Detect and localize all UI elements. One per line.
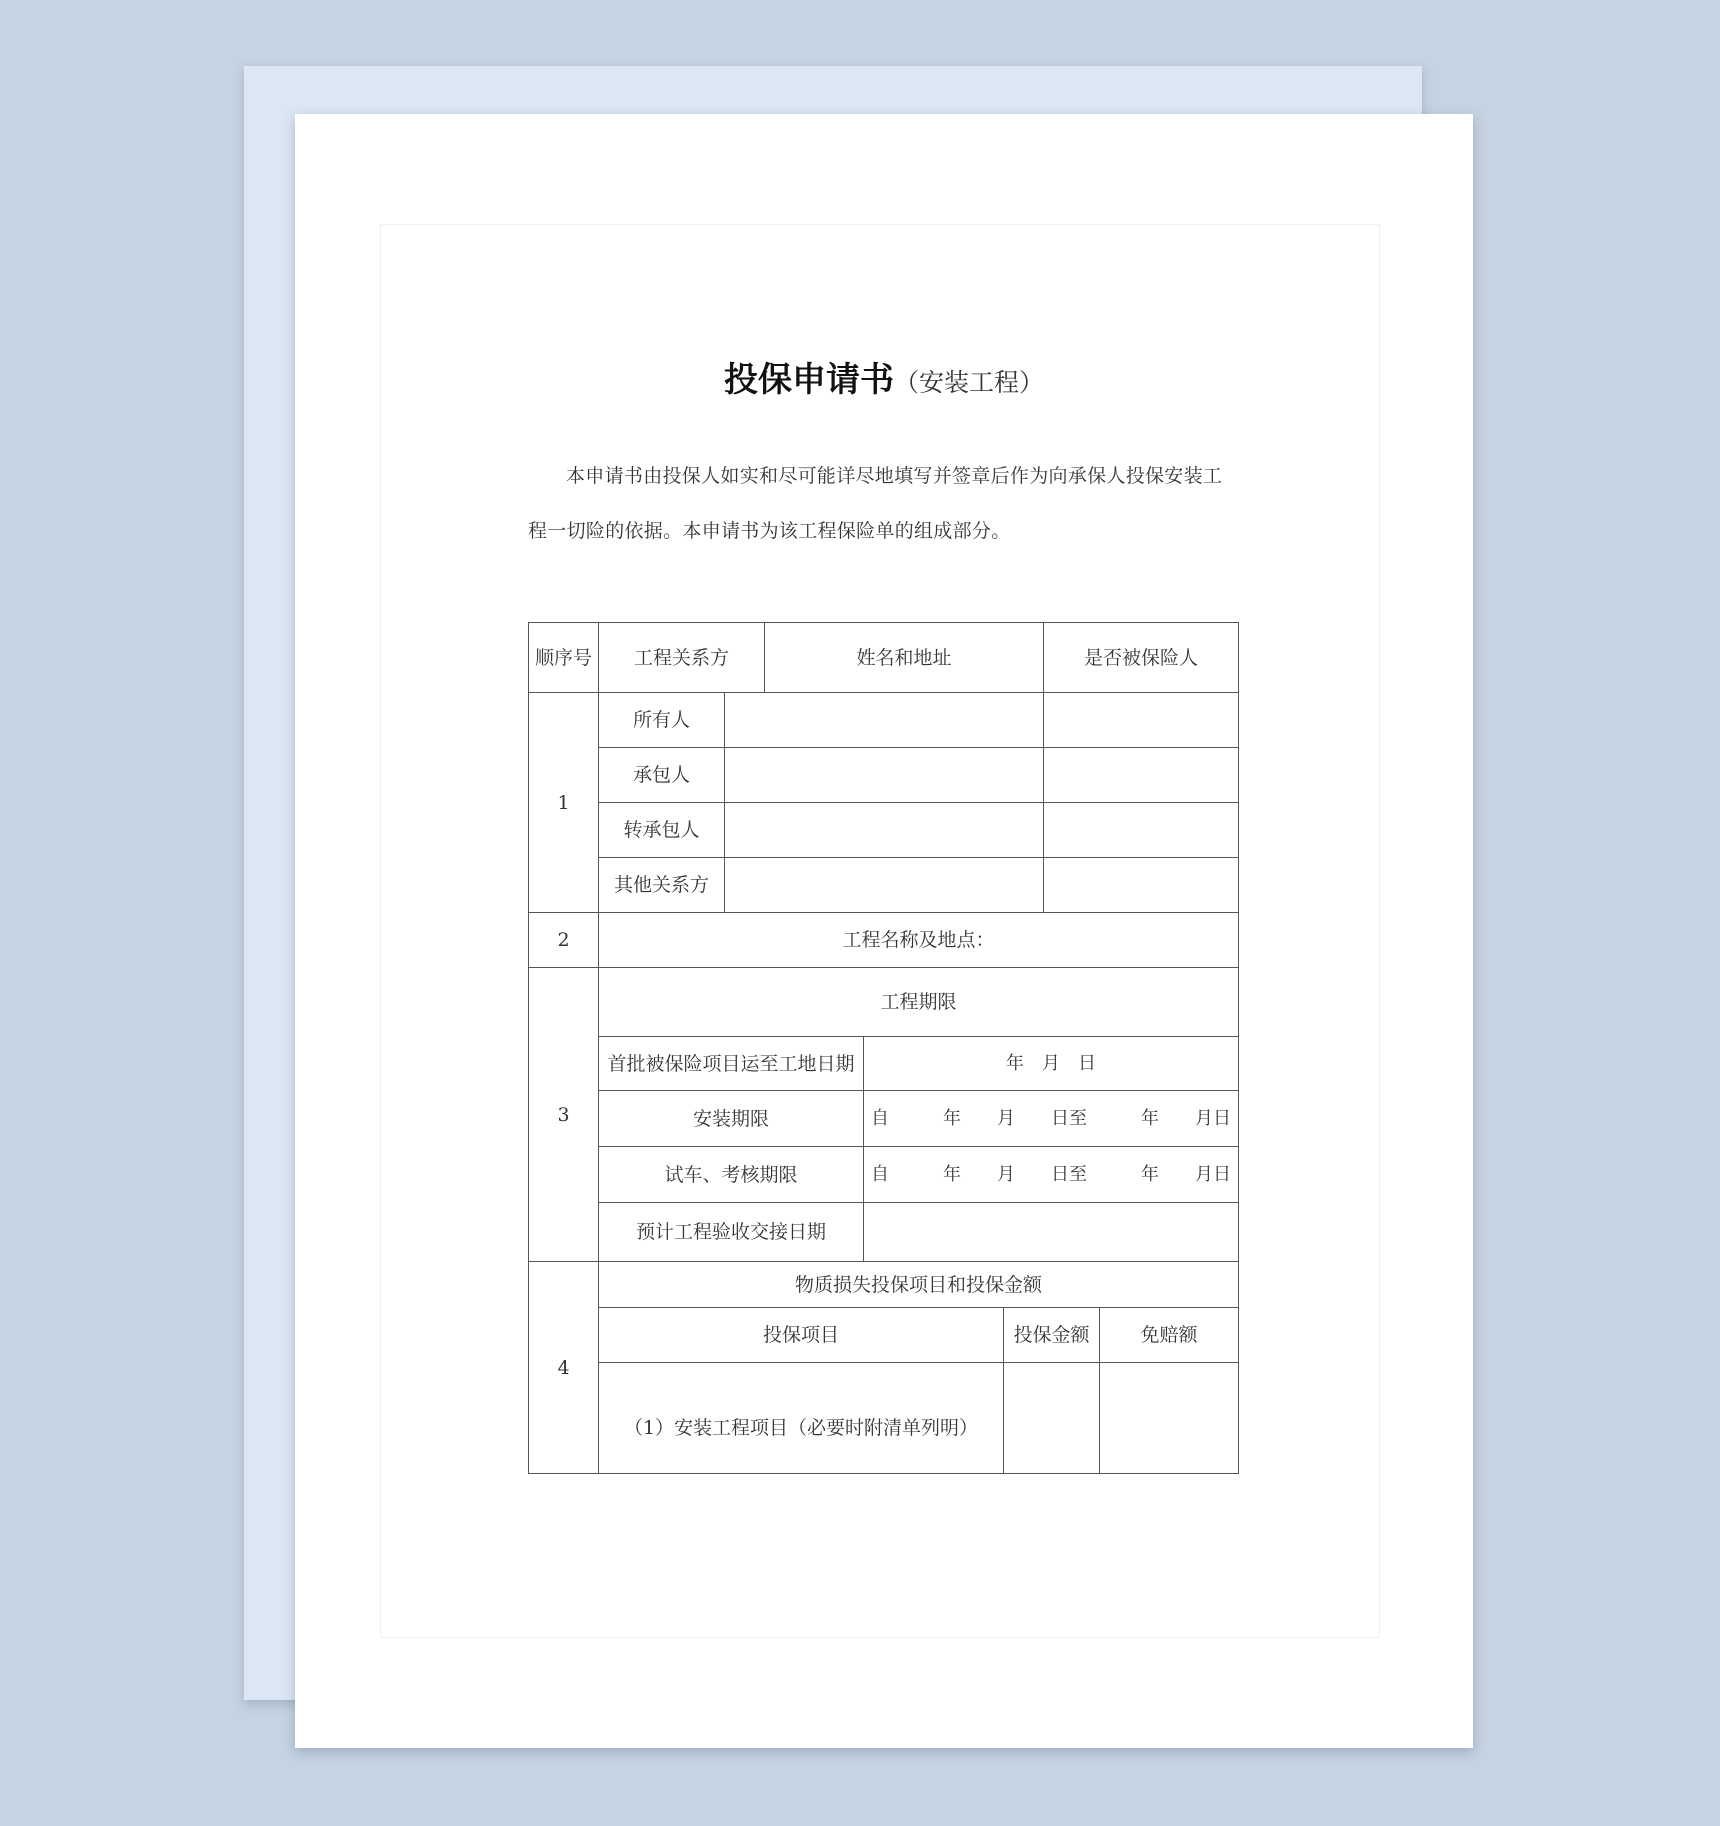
section4-seq: 4 bbox=[529, 1262, 599, 1474]
party-row bbox=[529, 858, 1239, 913]
title-subtitle: （安装工程） bbox=[893, 368, 1044, 397]
coverage-header-row bbox=[529, 1308, 1239, 1363]
period-heading: 工程期限 bbox=[599, 968, 1239, 1037]
party-label: 所有人 bbox=[599, 693, 725, 748]
coverage-deductible-header: 免赔额 bbox=[1100, 1308, 1239, 1363]
party-row bbox=[529, 803, 1239, 858]
period-label: 预计工程验收交接日期 bbox=[599, 1203, 864, 1262]
acceptance-date-field[interactable] bbox=[864, 1203, 1239, 1262]
header-seq: 顺序号 bbox=[529, 623, 599, 693]
coverage-item-header: 投保项目 bbox=[599, 1308, 1004, 1363]
section2-seq: 2 bbox=[529, 913, 599, 968]
party-insured-cell[interactable] bbox=[1044, 858, 1239, 913]
coverage-amount-header: 投保金额 bbox=[1004, 1308, 1100, 1363]
application-form-table bbox=[528, 622, 1239, 1474]
party-name-address-cell[interactable] bbox=[725, 803, 1044, 858]
party-name-address-cell[interactable] bbox=[725, 693, 1044, 748]
coverage-heading-row bbox=[529, 1262, 1239, 1308]
title-main: 投保申请书 bbox=[723, 360, 894, 400]
section3-seq: 3 bbox=[529, 968, 599, 1262]
period-row bbox=[529, 1037, 1239, 1091]
party-name-address-cell[interactable] bbox=[725, 748, 1044, 803]
period-heading-row bbox=[529, 968, 1239, 1037]
installation-period-field[interactable]: 自 年 月 日至 年 月日 bbox=[864, 1091, 1239, 1147]
period-label: 试车、考核期限 bbox=[599, 1147, 864, 1203]
period-label: 首批被保险项目运至工地日期 bbox=[599, 1037, 864, 1091]
coverage-amount-cell[interactable] bbox=[1004, 1363, 1100, 1474]
coverage-heading: 物质损失投保项目和投保金额 bbox=[599, 1262, 1239, 1308]
header-row bbox=[529, 623, 1239, 693]
party-label: 承包人 bbox=[599, 748, 725, 803]
period-row bbox=[529, 1203, 1239, 1262]
testing-period-field[interactable]: 自 年 月 日至 年 月日 bbox=[864, 1147, 1239, 1203]
party-label: 其他关系方 bbox=[599, 858, 725, 913]
header-party: 工程关系方 bbox=[599, 623, 765, 693]
party-insured-cell[interactable] bbox=[1044, 693, 1239, 748]
period-label: 安装期限 bbox=[599, 1091, 864, 1147]
project-name-location-field[interactable]: 工程名称及地点： bbox=[599, 913, 1239, 968]
first-delivery-date-field[interactable]: 年 月 日 bbox=[864, 1037, 1239, 1091]
coverage-item-label: （1）安装工程项目（必要时附清单列明） bbox=[599, 1363, 1004, 1474]
intro-paragraph: 本申请书由投保人如实和尽可能详尽地填写并签章后作为向承保人投保安装工程一切险的依据。本申请书为该工程保险单的组成部分。 bbox=[528, 465, 1223, 542]
header-insured: 是否被保险人 bbox=[1044, 623, 1239, 693]
period-row bbox=[529, 1147, 1239, 1203]
header-name-address: 姓名和地址 bbox=[765, 623, 1044, 693]
document-title bbox=[295, 358, 1473, 405]
coverage-deductible-cell[interactable] bbox=[1100, 1363, 1239, 1474]
party-insured-cell[interactable] bbox=[1044, 803, 1239, 858]
document-page bbox=[295, 114, 1473, 1748]
party-row bbox=[529, 693, 1239, 748]
section1-seq: 1 bbox=[529, 693, 599, 913]
party-row bbox=[529, 748, 1239, 803]
coverage-item-row bbox=[529, 1363, 1239, 1474]
party-label: 转承包人 bbox=[599, 803, 725, 858]
party-name-address-cell[interactable] bbox=[725, 858, 1044, 913]
party-insured-cell[interactable] bbox=[1044, 748, 1239, 803]
project-name-row bbox=[529, 913, 1239, 968]
period-row bbox=[529, 1091, 1239, 1147]
